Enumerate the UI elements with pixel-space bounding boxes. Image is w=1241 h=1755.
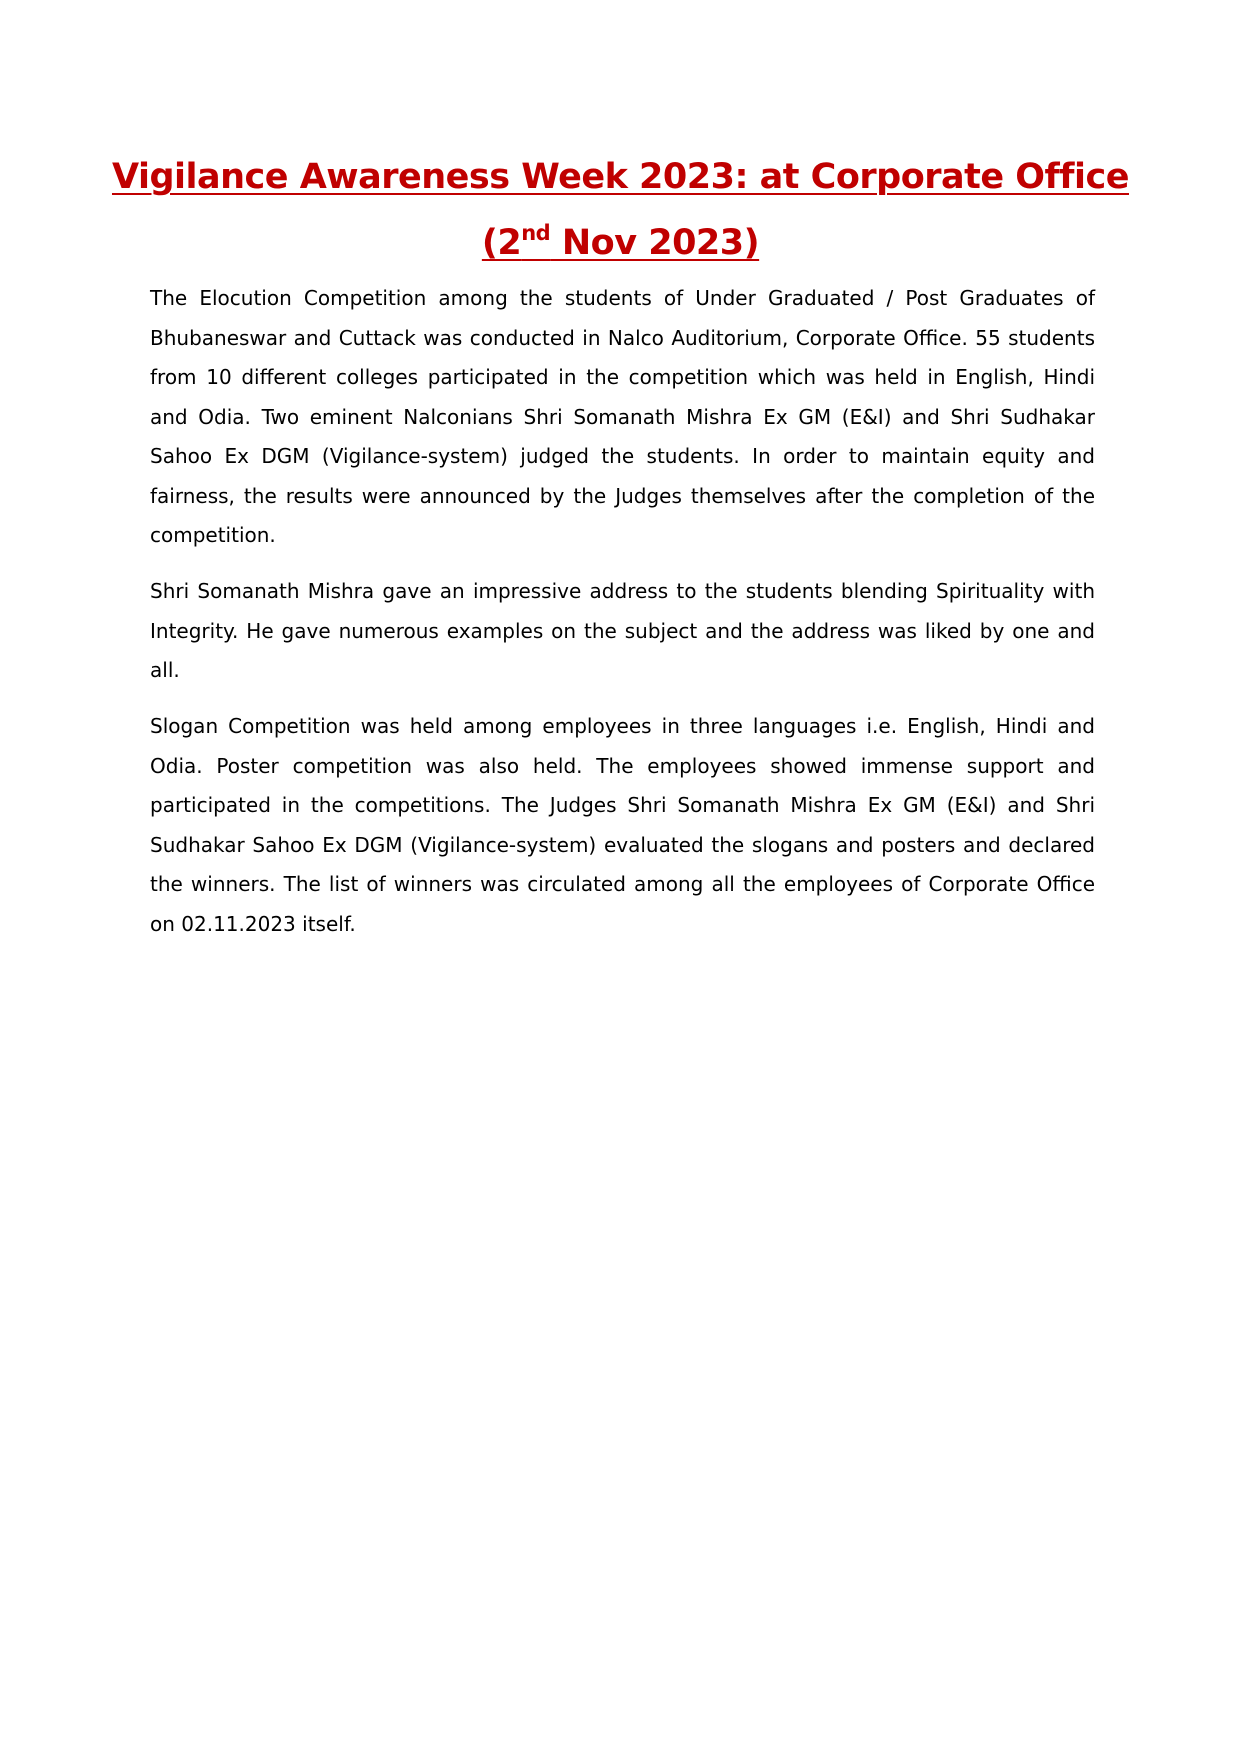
title-date-prefix: (2 [481, 223, 522, 263]
document-date-title [100, 210, 1141, 276]
title-line-1: Vigilance Awareness Week 2023: at Corporate Office [111, 157, 1129, 197]
title-line-2 [482, 223, 759, 263]
title-date-ordinal: nd [521, 221, 551, 245]
paragraph-elocution: The Elocution Competition among the students of Under Graduated / Post Graduates of Bhubaneswar and Cuttack was conducted in Nalco Auditorium, Corporate Office. 55 students from 10 different colleges participated in the competition which was held in English, Hindi and Odia. Two eminent Nalconians Shri Somanath Mishra Ex GM (E&I) and Shri Sudhakar Sahoo Ex DGM (Vigilance-system) judged the students. In order to maintain equity and fairness, the results were announced by the Judges themselves after the completion of the competition. [150, 286, 1095, 547]
title-date-suffix: Nov 2023) [550, 223, 760, 263]
paragraph-slogan: Slogan Competition was held among employees in three languages i.e. English, Hindi and Odia. Poster competition was also held. The employees showed immense support and participated in the competitions. The Judges Shri Somanath Mishra Ex GM (E&I) and Shri Sudhakar Sahoo Ex DGM (Vigilance-system) evaluated the slogans and posters and declared the winners. The list of winners was circulated among all the employees of Corporate Office on 02.11.2023 itself. [150, 714, 1095, 936]
document-title [100, 144, 1141, 210]
paragraph-address: Shri Somanath Mishra gave an impressive address to the students blending Spirituality with Integrity. He gave numerous examples on the subject and the address was liked by one and all. [150, 579, 1095, 682]
